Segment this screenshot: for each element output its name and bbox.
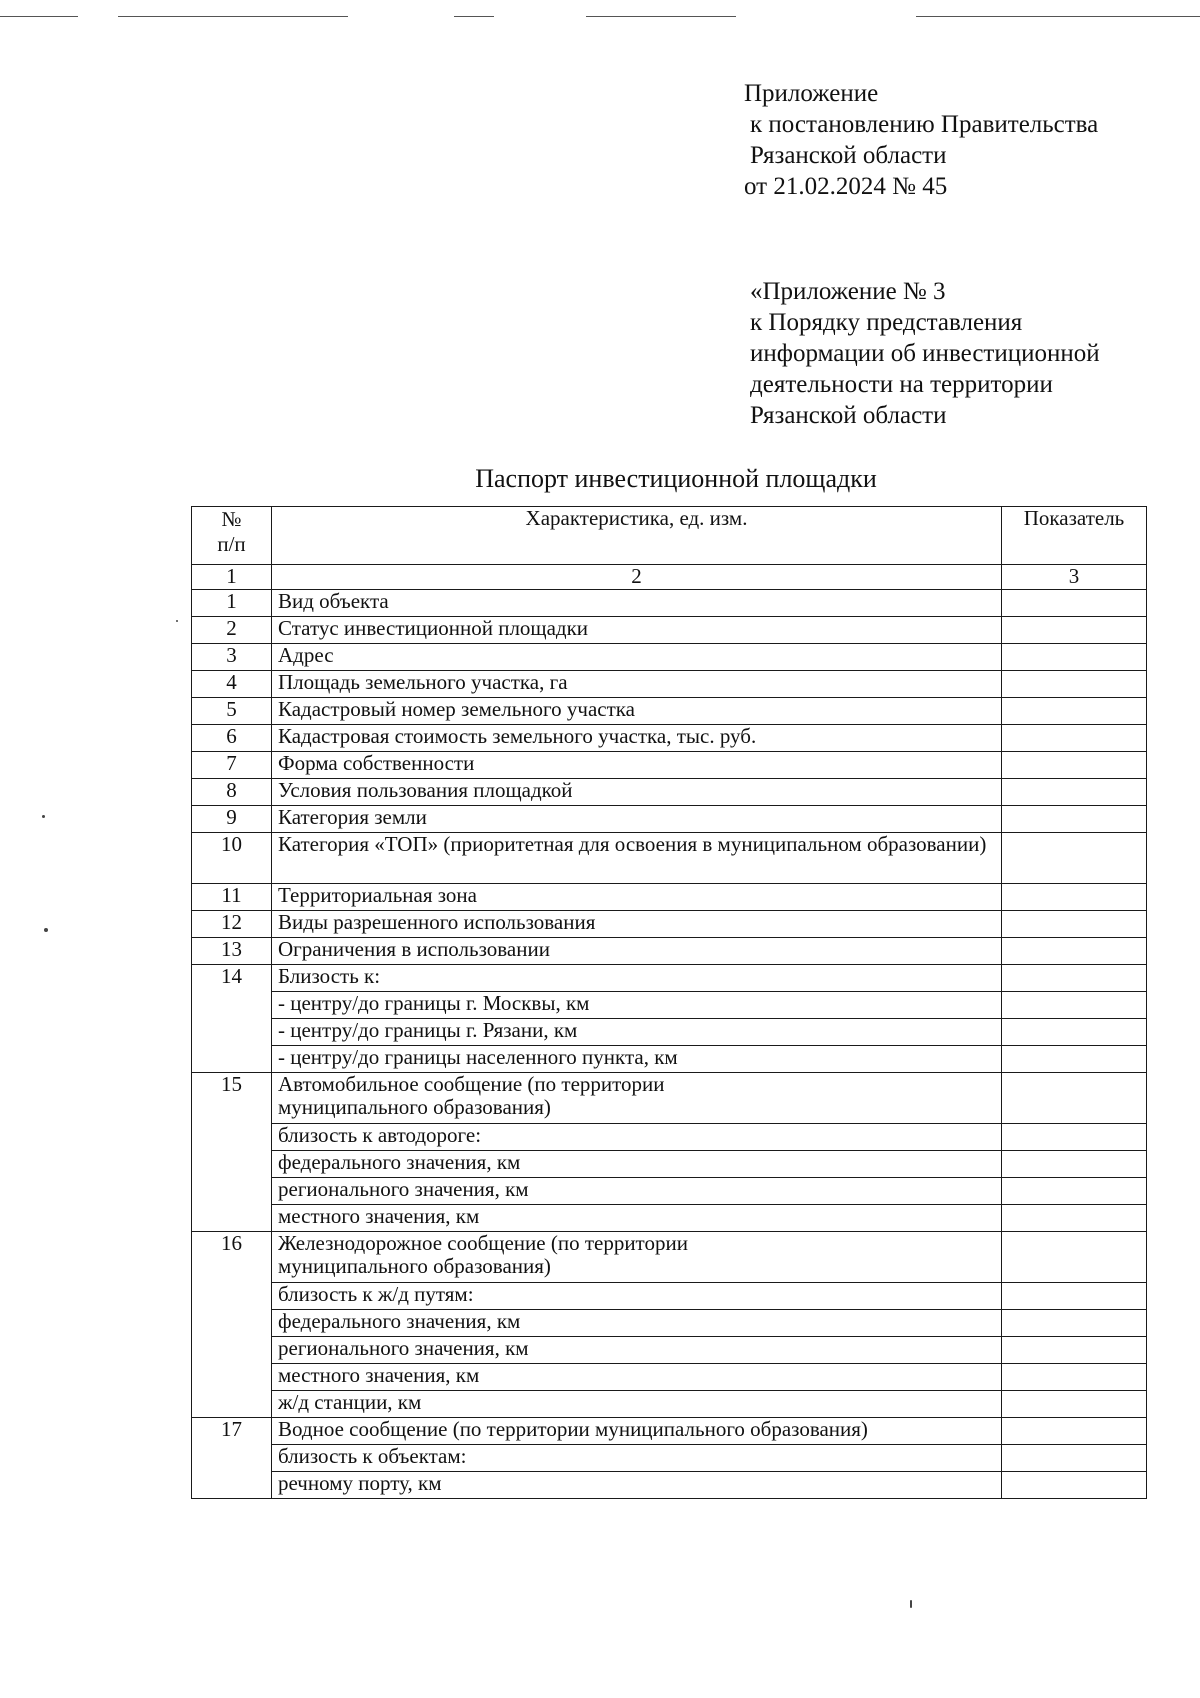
row-number: 16	[192, 1232, 272, 1418]
row-characteristic: Статус инвестиционной площадки	[272, 617, 1002, 644]
table-row	[192, 911, 1147, 938]
row-characteristic: Виды разрешенного использования	[272, 911, 1002, 938]
table-subrow	[192, 1205, 1147, 1232]
row-characteristic: Адрес	[272, 644, 1002, 671]
scan-speck	[910, 1600, 912, 1608]
row-characteristic: Площадь земельного участка, га	[272, 671, 1002, 698]
table-subrow	[192, 1445, 1147, 1472]
row-value-cell[interactable]	[1002, 992, 1147, 1019]
table-row	[192, 725, 1147, 752]
header-characteristic: Характеристика, ед. изм.	[272, 507, 1002, 565]
header-num	[192, 507, 272, 565]
row-number: 2	[192, 617, 272, 644]
row-number: 12	[192, 911, 272, 938]
table-row	[192, 671, 1147, 698]
row-characteristic: Железнодорожное сообщение (по территории муниципального образования)	[272, 1232, 1002, 1283]
table-subrow	[192, 1391, 1147, 1418]
row-number: 10	[192, 833, 272, 884]
scan-artifact	[118, 16, 348, 17]
row-value-cell[interactable]	[1002, 1310, 1147, 1337]
row-value-cell[interactable]	[1002, 1391, 1147, 1418]
row-number: 8	[192, 779, 272, 806]
table-subrow	[192, 1337, 1147, 1364]
row-characteristic: федерального значения, км	[272, 1151, 1002, 1178]
row-value-cell[interactable]	[1002, 725, 1147, 752]
table-row	[192, 617, 1147, 644]
row-number: 3	[192, 644, 272, 671]
table-row	[192, 1418, 1147, 1445]
row-number: 6	[192, 725, 272, 752]
scan-artifact	[454, 16, 494, 17]
table-subrow	[192, 1364, 1147, 1391]
row-value-cell[interactable]	[1002, 965, 1147, 992]
column-number: 2	[272, 565, 1002, 590]
annex-line: к Порядку представления	[750, 309, 1023, 336]
approval-block	[744, 78, 1098, 202]
row-characteristic: Категория «ТОП» (приоритетная для освоения в муниципальном образовании)	[272, 833, 1002, 884]
column-number: 1	[192, 565, 272, 590]
approval-line: Приложение	[744, 80, 879, 107]
row-characteristic: - центру/до границы г. Москвы, км	[272, 992, 1002, 1019]
scan-artifact	[916, 16, 1200, 17]
row-characteristic: близость к ж/д путям:	[272, 1283, 1002, 1310]
row-value-cell[interactable]	[1002, 1418, 1147, 1445]
row-value-cell[interactable]	[1002, 1232, 1147, 1283]
row-characteristic: Категория земли	[272, 806, 1002, 833]
approval-line: от 21.02.2024 № 45	[744, 173, 948, 200]
table-subrow	[192, 1019, 1147, 1046]
row-characteristic: Территориальная зона	[272, 884, 1002, 911]
table-row	[192, 1073, 1147, 1124]
table-subrow	[192, 1310, 1147, 1337]
row-value-cell[interactable]	[1002, 884, 1147, 911]
passport-table	[191, 506, 1147, 1499]
row-characteristic: Условия пользования площадкой	[272, 779, 1002, 806]
row-number: 13	[192, 938, 272, 965]
row-characteristic: регионального значения, км	[272, 1337, 1002, 1364]
row-characteristic: речному порту, км	[272, 1472, 1002, 1499]
table-subrow	[192, 1472, 1147, 1499]
approval-line: к постановлению Правительства	[750, 111, 1099, 138]
header-num-line1: №	[221, 507, 242, 531]
row-characteristic: местного значения, км	[272, 1364, 1002, 1391]
row-number: 5	[192, 698, 272, 725]
table-subrow	[192, 1046, 1147, 1073]
annex-line: Рязанской области	[750, 402, 947, 429]
scan-speck	[176, 620, 178, 622]
row-value-cell[interactable]	[1002, 1337, 1147, 1364]
row-value-cell[interactable]	[1002, 1445, 1147, 1472]
row-characteristic: близость к автодороге:	[272, 1124, 1002, 1151]
row-characteristic: ж/д станции, км	[272, 1391, 1002, 1418]
row-value-cell[interactable]	[1002, 752, 1147, 779]
table-subrow	[192, 1124, 1147, 1151]
row-value-cell[interactable]	[1002, 911, 1147, 938]
row-value-cell[interactable]	[1002, 590, 1147, 617]
row-value-cell[interactable]	[1002, 938, 1147, 965]
row-number: 17	[192, 1418, 272, 1499]
row-value-cell[interactable]	[1002, 1019, 1147, 1046]
row-number: 4	[192, 671, 272, 698]
row-number: 7	[192, 752, 272, 779]
row-characteristic: Близость к:	[272, 965, 1002, 992]
scan-speck	[44, 928, 48, 932]
row-number: 14	[192, 965, 272, 1073]
table-subrow	[192, 1151, 1147, 1178]
row-value-cell[interactable]	[1002, 671, 1147, 698]
table-row	[192, 884, 1147, 911]
table-subrow	[192, 992, 1147, 1019]
table-row	[192, 806, 1147, 833]
table-row	[192, 752, 1147, 779]
row-value-cell[interactable]	[1002, 1073, 1147, 1124]
table-row	[192, 698, 1147, 725]
row-characteristic: Автомобильное сообщение (по территории муниципального образования)	[272, 1073, 1002, 1124]
row-characteristic: Кадастровая стоимость земельного участка, тыс. руб.	[272, 725, 1002, 752]
header-num-line2: п/п	[217, 532, 246, 556]
row-value-cell[interactable]	[1002, 806, 1147, 833]
annex-block	[750, 276, 1100, 431]
annex-line: информации об инвестиционной	[750, 340, 1100, 367]
row-characteristic: Вид объекта	[272, 590, 1002, 617]
row-value-cell[interactable]	[1002, 1124, 1147, 1151]
row-characteristic: близость к объектам:	[272, 1445, 1002, 1472]
table-subrow	[192, 1283, 1147, 1310]
table-row	[192, 644, 1147, 671]
row-characteristic: Кадастровый номер земельного участка	[272, 698, 1002, 725]
approval-line: Рязанской области	[750, 142, 947, 169]
table-row	[192, 1232, 1147, 1283]
column-number: 3	[1002, 565, 1147, 590]
table-row	[192, 965, 1147, 992]
row-characteristic: регионального значения, км	[272, 1178, 1002, 1205]
row-value-cell[interactable]	[1002, 698, 1147, 725]
row-number: 11	[192, 884, 272, 911]
row-value-cell[interactable]	[1002, 1178, 1147, 1205]
row-characteristic: федерального значения, км	[272, 1310, 1002, 1337]
row-characteristic: Ограничения в использовании	[272, 938, 1002, 965]
row-characteristic: Водное сообщение (по территории муниципального образования)	[272, 1418, 1002, 1445]
row-value-cell[interactable]	[1002, 779, 1147, 806]
table-row	[192, 590, 1147, 617]
row-characteristic: местного значения, км	[272, 1205, 1002, 1232]
table-row	[192, 938, 1147, 965]
row-value-cell[interactable]	[1002, 1283, 1147, 1310]
table-subrow	[192, 1178, 1147, 1205]
row-value-cell[interactable]	[1002, 1151, 1147, 1178]
annex-line: «Приложение № 3	[750, 278, 946, 305]
row-value-cell[interactable]	[1002, 833, 1147, 884]
row-value-cell[interactable]	[1002, 1364, 1147, 1391]
row-characteristic: - центру/до границы г. Рязани, км	[272, 1019, 1002, 1046]
row-number: 1	[192, 590, 272, 617]
scan-artifact	[0, 16, 78, 17]
table-row	[192, 779, 1147, 806]
annex-line: деятельности на территории	[750, 371, 1053, 398]
scan-speck	[42, 815, 45, 818]
row-value-cell[interactable]	[1002, 1472, 1147, 1499]
table-header-row	[192, 507, 1147, 565]
document-title: Паспорт инвестиционной площадки	[475, 464, 877, 493]
row-characteristic: - центру/до границы населенного пункта, км	[272, 1046, 1002, 1073]
row-value-cell[interactable]	[1002, 1205, 1147, 1232]
table-row	[192, 833, 1147, 884]
row-number: 15	[192, 1073, 272, 1232]
row-number: 9	[192, 806, 272, 833]
header-value: Показатель	[1002, 507, 1147, 565]
row-value-cell[interactable]	[1002, 644, 1147, 671]
row-value-cell[interactable]	[1002, 617, 1147, 644]
row-characteristic: Форма собственности	[272, 752, 1002, 779]
scan-artifact	[586, 16, 736, 17]
column-numbers-row	[192, 565, 1147, 590]
row-value-cell[interactable]	[1002, 1046, 1147, 1073]
